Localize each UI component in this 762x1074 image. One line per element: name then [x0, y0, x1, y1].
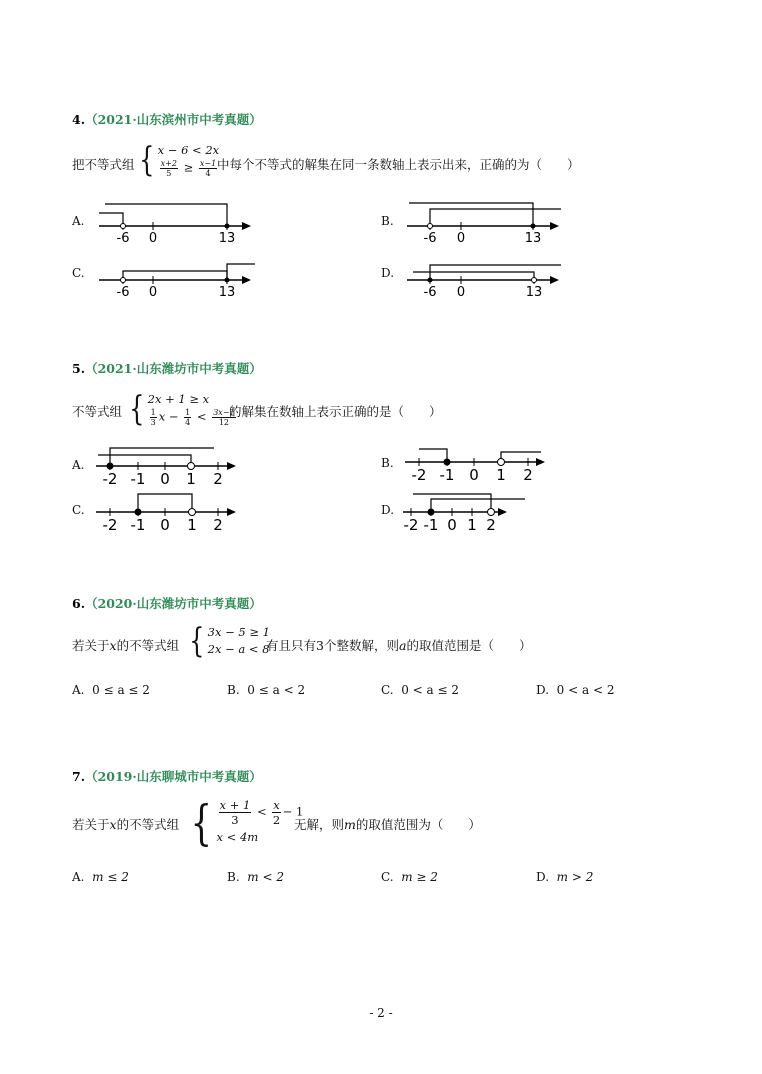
- svg-text:-2: -2: [102, 516, 118, 534]
- inequality-2: $\frac{x+2}{5}$ ≥ $\frac{x-1}{4}$: [160, 159, 217, 178]
- number-line-5a: [94, 444, 244, 488]
- inequality-2: $\frac{1}{3}$ x − $\frac{1}{4}$ < $\frac{3x-1}{12}$: [150, 408, 235, 427]
- question-number: 4.: [72, 112, 86, 127]
- number-line-4b: [403, 198, 568, 244]
- inequality-2: 2x − a < 8: [207, 642, 270, 656]
- tick-label: -6: [116, 285, 130, 298]
- tick-label: 0: [148, 231, 158, 244]
- question-4-system: [136, 142, 219, 178]
- question-6-stem-pre: 若关于x的不等式组: [72, 638, 180, 653]
- tick-label: -6: [423, 231, 437, 244]
- svg-text:1: 1: [187, 516, 197, 534]
- number-line-4a: [95, 198, 260, 244]
- option-c[interactable]: C. m ≥ 2: [381, 870, 438, 884]
- option-d[interactable]: D. m > 2: [536, 870, 594, 884]
- question-6-system: [186, 621, 270, 661]
- option-c[interactable]: C. 0 < a ≤ 2: [381, 683, 460, 697]
- number-line-5c: [94, 490, 244, 534]
- inequality-1: 2x + 1 ≥ x: [147, 392, 210, 406]
- svg-text:1: 1: [467, 516, 477, 534]
- option-c-label[interactable]: C.: [72, 266, 85, 280]
- svg-text:-1: -1: [439, 466, 455, 484]
- left-brace: {: [189, 621, 205, 661]
- question-7-header: [72, 767, 262, 785]
- number-line-4d: [403, 252, 568, 298]
- svg-text:-1: -1: [130, 516, 146, 534]
- svg-text:2: 2: [213, 470, 223, 488]
- question-4-stem-post: 中每个不等式的解集在同一条数轴上表示出来，正确的为（ ）: [217, 157, 580, 172]
- question-source: （2021·山东潍坊市中考真题）: [85, 361, 262, 376]
- question-7-stem-pre: 若关于x的不等式组: [72, 817, 180, 832]
- option-b[interactable]: B. m < 2: [227, 870, 284, 884]
- question-5-stem-pre: 不等式组: [72, 404, 123, 419]
- tick-label: 13: [525, 285, 543, 298]
- svg-text:0: 0: [469, 466, 479, 484]
- tick-label: 13: [218, 285, 236, 298]
- svg-text:-2: -2: [411, 466, 427, 484]
- left-brace: {: [190, 794, 212, 851]
- svg-text:2: 2: [523, 466, 533, 484]
- question-6-stem-post: 有且只有3个整数解，则a的取值范围是（ ）: [266, 638, 532, 653]
- question-source: （2020·山东潍坊市中考真题）: [85, 596, 262, 611]
- question-7-stem-post: 无解，则m的取值范围为（ ）: [294, 817, 481, 832]
- question-5-header: [72, 359, 262, 377]
- left-brace: {: [139, 140, 155, 180]
- tick-label: 0: [148, 285, 158, 298]
- svg-text:0: 0: [160, 516, 170, 534]
- question-5-system: [126, 391, 238, 427]
- tick-label: -6: [116, 231, 130, 244]
- left-brace: {: [129, 389, 145, 429]
- question-6-header: [72, 594, 262, 612]
- svg-text:0: 0: [160, 470, 170, 488]
- question-number: 5.: [72, 361, 86, 376]
- question-7-system: [186, 794, 304, 851]
- number-line-5b: [403, 440, 553, 484]
- fraction: $\frac{x+2}{5}$: [160, 159, 177, 178]
- option-a-label[interactable]: A.: [72, 214, 85, 228]
- svg-text:-2: -2: [102, 470, 118, 488]
- question-5-stem-post: 的解集在数轴上表示正确的是（ ）: [229, 404, 442, 419]
- svg-text:1: 1: [186, 470, 196, 488]
- svg-text:1: 1: [496, 466, 506, 484]
- svg-text:-2: -2: [403, 516, 419, 534]
- number-line-4c: [95, 252, 260, 298]
- option-c-label[interactable]: C.: [72, 503, 85, 517]
- option-d-label[interactable]: D.: [381, 266, 395, 280]
- question-source: （2019·山东聊城市中考真题）: [85, 769, 262, 784]
- svg-text:0: 0: [447, 516, 457, 534]
- option-a[interactable]: A. m ≤ 2: [72, 870, 129, 884]
- svg-text:2: 2: [213, 516, 223, 534]
- page-number: - 2 -: [369, 1006, 393, 1020]
- tick-label: 0: [456, 231, 466, 244]
- question-4-header: [72, 110, 262, 128]
- option-d[interactable]: D. 0 < a < 2: [536, 683, 615, 697]
- svg-text:2: 2: [486, 516, 496, 534]
- option-b[interactable]: B. 0 ≤ a < 2: [227, 683, 306, 697]
- inequality-2: x < 4m: [216, 830, 259, 844]
- tick-label: 13: [218, 231, 236, 244]
- question-source: （2021·山东滨州市中考真题）: [85, 112, 262, 127]
- option-a[interactable]: A. 0 ≤ a ≤ 2: [72, 683, 150, 697]
- svg-text:-1: -1: [130, 470, 146, 488]
- option-b-label[interactable]: B.: [381, 456, 394, 470]
- fraction: $\frac{x-1}{4}$: [199, 159, 217, 178]
- question-number: 7.: [72, 769, 86, 784]
- tick-label: 0: [456, 285, 466, 298]
- inequality-1: 3x − 5 ≥ 1: [207, 625, 270, 639]
- question-4-stem-pre: 把不等式组: [72, 157, 135, 172]
- tick-label: -6: [423, 285, 437, 298]
- question-number: 6.: [72, 596, 86, 611]
- number-line-5d: [397, 490, 537, 534]
- option-b-label[interactable]: B.: [381, 214, 394, 228]
- inequality-1: x − 6 < 2x: [157, 143, 220, 157]
- tick-label: 13: [524, 231, 542, 244]
- option-d-label[interactable]: D.: [381, 503, 395, 517]
- inequality-1: $\frac{x + 1}{3}$ < $\frac{x}{2}$ − 1: [219, 798, 304, 827]
- svg-text:-1: -1: [423, 516, 439, 534]
- option-a-label[interactable]: A.: [72, 458, 85, 472]
